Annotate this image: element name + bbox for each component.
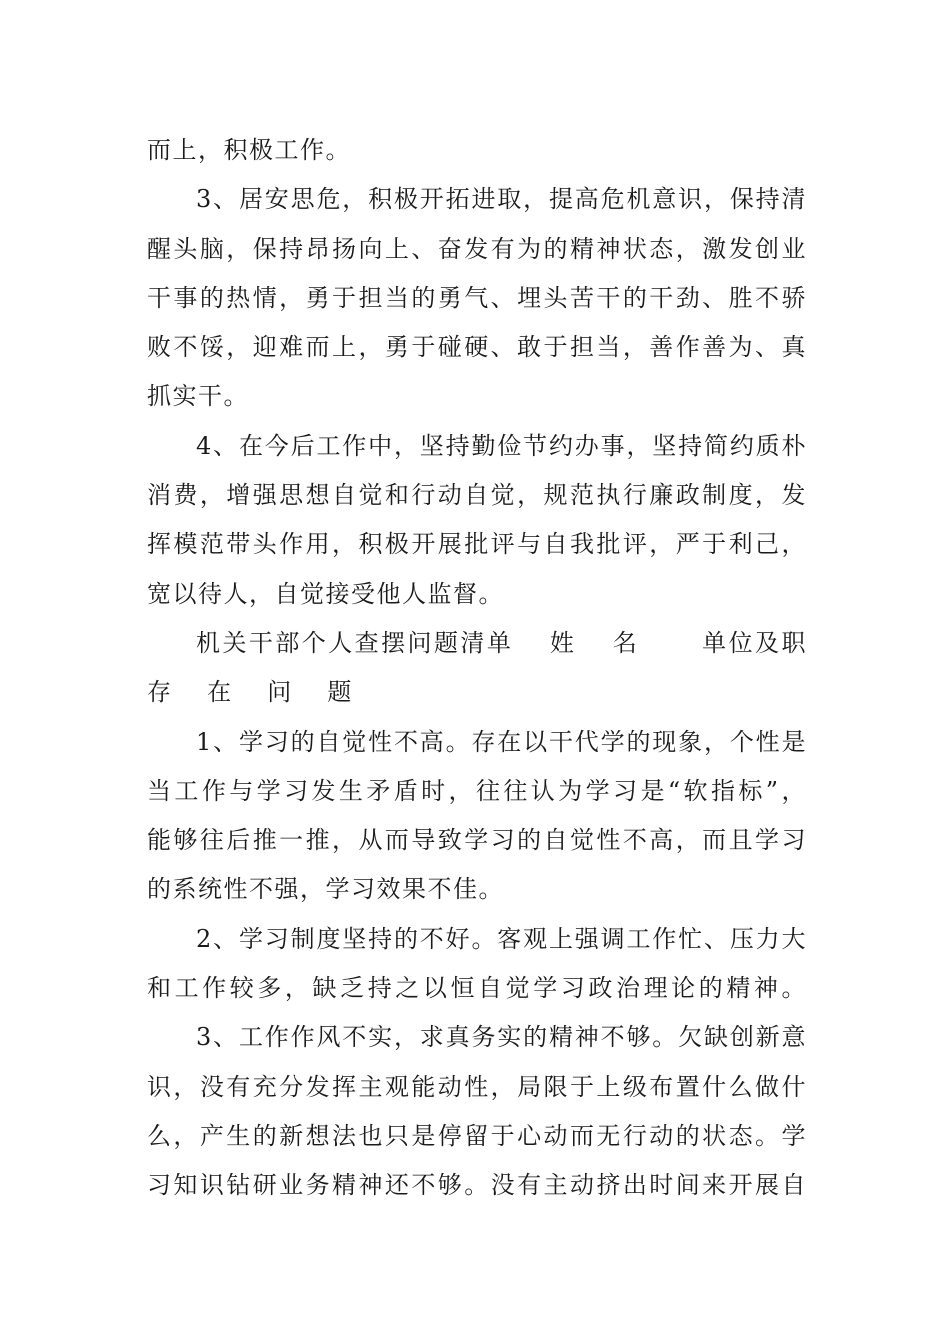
- text-line: 习知识钻研业务精神还不够。没有主动挤出时间来开展自: [147, 1171, 807, 1200]
- text-line: 识，没有充分发挥主观能动性，局限于上级布置什么做什: [147, 1072, 807, 1101]
- text-line: 3、居安思危，积极开拓进取，提高危机意识，保持清: [196, 185, 807, 214]
- text-line: 抓实干。: [147, 382, 249, 411]
- text-line: 1、学习的自觉性不高。存在以干代学的现象，个性是: [196, 727, 807, 756]
- document-body: [147, 126, 807, 1211]
- text-line: 干事的热情，勇于担当的勇气、埋头苦干的干劲、胜不骄: [147, 283, 807, 312]
- text-line: 消费，增强思想自觉和行动自觉，规范执行廉政制度，发: [147, 481, 807, 510]
- text-line: 3、工作作风不实，求真务实的精神不够。欠缺创新意: [196, 1023, 807, 1052]
- section-heading-line: 存 在 问 题: [147, 678, 353, 707]
- text-line: 4、在今后工作中，坚持勤俭节约办事，坚持简约质朴: [196, 431, 807, 460]
- text-line: 当工作与学习发生矛盾时，往往认为学习是“软指标”，: [147, 776, 807, 805]
- text-line: 挥模范带头作用，积极开展批评与自我批评，严于利己，: [147, 530, 807, 559]
- text-line: 的系统性不强，学习效果不佳。: [147, 875, 504, 904]
- text-line: 宽以待人，自觉接受他人监督。: [147, 579, 504, 608]
- text-line: 和工作较多，缺乏持之以恒自觉学习政治理论的精神。: [147, 974, 807, 1003]
- text-line: 2、学习制度坚持的不好。客观上强调工作忙、压力大: [196, 924, 807, 953]
- section-heading-line: 机关干部个人查摆问题清单 姓 名 单位及职: [196, 628, 807, 657]
- text-line: 能够往后推一推，从而导致学习的自觉性不高，而且学习: [147, 826, 807, 855]
- text-line: 么，产生的新想法也只是停留于心动而无行动的状态。学: [147, 1121, 807, 1150]
- text-line: 败不馁，迎难而上，勇于碰硬、敢于担当，善作善为、真: [147, 333, 807, 362]
- text-line: 醒头脑，保持昂扬向上、奋发有为的精神状态，激发创业: [147, 234, 807, 263]
- text-line: 而上，积极工作。: [147, 136, 351, 164]
